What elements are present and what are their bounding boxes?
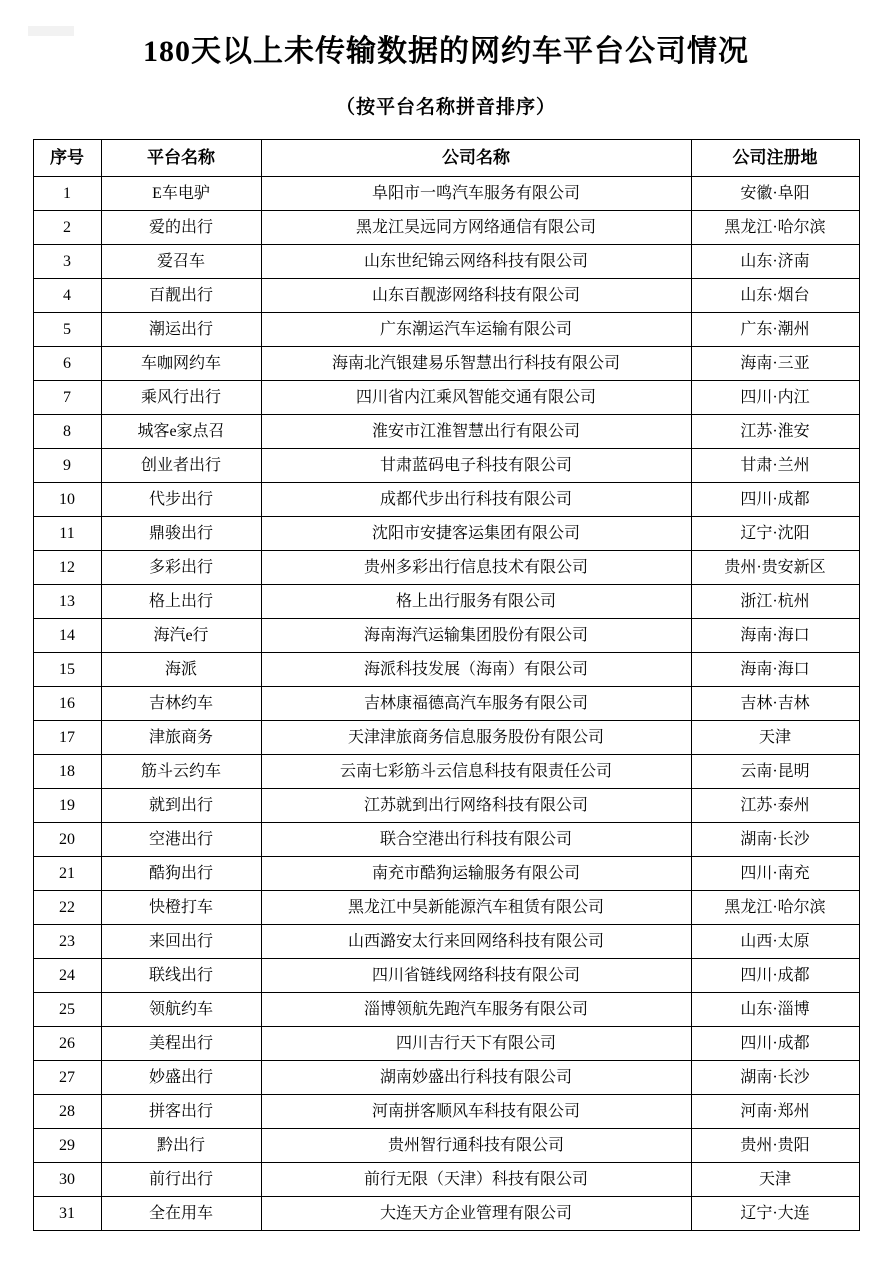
table-row <box>33 381 859 415</box>
row-company: 南充市酷狗运输服务有限公司 <box>261 857 691 891</box>
row-platform: 海汽e行 <box>101 619 261 653</box>
row-registration: 江苏·泰州 <box>691 789 859 823</box>
row-index: 19 <box>33 789 101 823</box>
row-platform: 妙盛出行 <box>101 1061 261 1095</box>
row-registration: 安徽·阜阳 <box>691 177 859 211</box>
row-index: 8 <box>33 415 101 449</box>
row-registration: 吉林·吉林 <box>691 687 859 721</box>
table-row <box>33 891 859 925</box>
row-registration: 辽宁·大连 <box>691 1197 859 1231</box>
row-platform: 吉林约车 <box>101 687 261 721</box>
row-platform: 乘风行出行 <box>101 381 261 415</box>
row-index: 2 <box>33 211 101 245</box>
row-registration: 山西·太原 <box>691 925 859 959</box>
column-header-index: 序号 <box>33 140 101 177</box>
row-registration: 江苏·淮安 <box>691 415 859 449</box>
table-body <box>33 177 859 1231</box>
row-registration: 四川·成都 <box>691 959 859 993</box>
row-company: 黑龙江中昊新能源汽车租赁有限公司 <box>261 891 691 925</box>
row-company: 湖南妙盛出行科技有限公司 <box>261 1061 691 1095</box>
row-platform: 津旅商务 <box>101 721 261 755</box>
table-row <box>33 857 859 891</box>
table-row <box>33 347 859 381</box>
row-registration: 贵州·贵阳 <box>691 1129 859 1163</box>
row-platform: 就到出行 <box>101 789 261 823</box>
row-index: 11 <box>33 517 101 551</box>
table-row <box>33 823 859 857</box>
column-header-platform: 平台名称 <box>101 140 261 177</box>
table-row <box>33 483 859 517</box>
page-subtitle: （按平台名称拼音排序） <box>335 97 556 118</box>
row-company: 山东百靓澎网络科技有限公司 <box>261 279 691 313</box>
row-company: 沈阳市安捷客运集团有限公司 <box>261 517 691 551</box>
row-platform: 美程出行 <box>101 1027 261 1061</box>
row-index: 25 <box>33 993 101 1027</box>
row-company: 云南七彩筋斗云信息科技有限责任公司 <box>261 755 691 789</box>
row-platform: 全在用车 <box>101 1197 261 1231</box>
table-row <box>33 1197 859 1231</box>
table-row <box>33 653 859 687</box>
row-platform: 格上出行 <box>101 585 261 619</box>
page-title: 180天以上未传输数据的网约车平台公司情况 <box>143 35 749 68</box>
row-index: 5 <box>33 313 101 347</box>
table-row <box>33 177 859 211</box>
table-row <box>33 1163 859 1197</box>
table-row <box>33 1129 859 1163</box>
row-registration: 湖南·长沙 <box>691 1061 859 1095</box>
table-row <box>33 551 859 585</box>
row-registration: 四川·成都 <box>691 483 859 517</box>
row-registration: 黑龙江·哈尔滨 <box>691 211 859 245</box>
row-index: 14 <box>33 619 101 653</box>
table-row <box>33 959 859 993</box>
row-registration: 黑龙江·哈尔滨 <box>691 891 859 925</box>
row-company: 山东世纪锦云网络科技有限公司 <box>261 245 691 279</box>
row-index: 30 <box>33 1163 101 1197</box>
row-registration: 湖南·长沙 <box>691 823 859 857</box>
row-company: 甘肃蓝码电子科技有限公司 <box>261 449 691 483</box>
table-row <box>33 415 859 449</box>
row-platform: 拼客出行 <box>101 1095 261 1129</box>
row-index: 17 <box>33 721 101 755</box>
row-company: 四川省内江乘风智能交通有限公司 <box>261 381 691 415</box>
row-registration: 甘肃·兰州 <box>691 449 859 483</box>
row-company: 吉林康福德高汽车服务有限公司 <box>261 687 691 721</box>
row-platform: 爱的出行 <box>101 211 261 245</box>
row-platform: 多彩出行 <box>101 551 261 585</box>
row-index: 26 <box>33 1027 101 1061</box>
row-index: 24 <box>33 959 101 993</box>
row-registration: 山东·烟台 <box>691 279 859 313</box>
row-platform: 海派 <box>101 653 261 687</box>
row-platform: 来回出行 <box>101 925 261 959</box>
table-row <box>33 449 859 483</box>
row-index: 6 <box>33 347 101 381</box>
row-company: 成都代步出行科技有限公司 <box>261 483 691 517</box>
row-platform: 快橙打车 <box>101 891 261 925</box>
row-registration: 云南·昆明 <box>691 755 859 789</box>
row-platform: 创业者出行 <box>101 449 261 483</box>
row-registration: 海南·海口 <box>691 653 859 687</box>
table-row <box>33 1027 859 1061</box>
table-row <box>33 1061 859 1095</box>
row-index: 22 <box>33 891 101 925</box>
row-registration: 四川·成都 <box>691 1027 859 1061</box>
row-company: 江苏就到出行网络科技有限公司 <box>261 789 691 823</box>
row-index: 1 <box>33 177 101 211</box>
row-registration: 天津 <box>691 721 859 755</box>
row-company: 山西潞安太行来回网络科技有限公司 <box>261 925 691 959</box>
table-row <box>33 755 859 789</box>
row-index: 16 <box>33 687 101 721</box>
row-company: 海南海汽运输集团股份有限公司 <box>261 619 691 653</box>
row-platform: 潮运出行 <box>101 313 261 347</box>
row-company: 淄博领航先跑汽车服务有限公司 <box>261 993 691 1027</box>
column-header-company: 公司名称 <box>261 140 691 177</box>
table-row <box>33 993 859 1027</box>
row-index: 29 <box>33 1129 101 1163</box>
row-index: 28 <box>33 1095 101 1129</box>
row-index: 12 <box>33 551 101 585</box>
row-company: 海南北汽银建易乐智慧出行科技有限公司 <box>261 347 691 381</box>
row-platform: 车咖网约车 <box>101 347 261 381</box>
row-index: 13 <box>33 585 101 619</box>
row-company: 四川吉行天下有限公司 <box>261 1027 691 1061</box>
row-registration: 四川·南充 <box>691 857 859 891</box>
row-index: 18 <box>33 755 101 789</box>
table-row <box>33 721 859 755</box>
row-company: 贵州智行通科技有限公司 <box>261 1129 691 1163</box>
row-index: 31 <box>33 1197 101 1231</box>
row-platform: E车电驴 <box>101 177 261 211</box>
platform-table <box>33 139 860 1231</box>
row-registration: 河南·郑州 <box>691 1095 859 1129</box>
row-index: 21 <box>33 857 101 891</box>
table-row <box>33 313 859 347</box>
row-registration: 海南·海口 <box>691 619 859 653</box>
column-header-registration: 公司注册地 <box>691 140 859 177</box>
table-row <box>33 585 859 619</box>
table-row <box>33 245 859 279</box>
row-company: 四川省链线网络科技有限公司 <box>261 959 691 993</box>
row-company: 黑龙江昊远同方网络通信有限公司 <box>261 211 691 245</box>
row-platform: 黔出行 <box>101 1129 261 1163</box>
row-platform: 百靓出行 <box>101 279 261 313</box>
row-platform: 城客e家点召 <box>101 415 261 449</box>
table-row <box>33 925 859 959</box>
row-registration: 浙江·杭州 <box>691 585 859 619</box>
row-registration: 四川·内江 <box>691 381 859 415</box>
row-company: 格上出行服务有限公司 <box>261 585 691 619</box>
row-index: 4 <box>33 279 101 313</box>
row-registration: 山东·济南 <box>691 245 859 279</box>
row-registration: 辽宁·沈阳 <box>691 517 859 551</box>
row-registration: 广东·潮州 <box>691 313 859 347</box>
table-row <box>33 687 859 721</box>
row-index: 15 <box>33 653 101 687</box>
row-index: 9 <box>33 449 101 483</box>
row-platform: 领航约车 <box>101 993 261 1027</box>
table-row <box>33 279 859 313</box>
row-company: 河南拼客顺风车科技有限公司 <box>261 1095 691 1129</box>
row-registration: 天津 <box>691 1163 859 1197</box>
row-index: 27 <box>33 1061 101 1095</box>
row-company: 大连天方企业管理有限公司 <box>261 1197 691 1231</box>
row-platform: 鼎骏出行 <box>101 517 261 551</box>
table-row <box>33 517 859 551</box>
row-index: 7 <box>33 381 101 415</box>
row-platform: 联线出行 <box>101 959 261 993</box>
table-row <box>33 619 859 653</box>
row-registration: 山东·淄博 <box>691 993 859 1027</box>
table-row <box>33 211 859 245</box>
row-company: 淮安市江淮智慧出行有限公司 <box>261 415 691 449</box>
row-platform: 筋斗云约车 <box>101 755 261 789</box>
row-platform: 空港出行 <box>101 823 261 857</box>
row-registration: 贵州·贵安新区 <box>691 551 859 585</box>
row-company: 天津津旅商务信息服务股份有限公司 <box>261 721 691 755</box>
table-row <box>33 1095 859 1129</box>
row-company: 前行无限（天津）科技有限公司 <box>261 1163 691 1197</box>
row-platform: 前行出行 <box>101 1163 261 1197</box>
row-company: 海派科技发展（海南）有限公司 <box>261 653 691 687</box>
row-company: 广东潮运汽车运输有限公司 <box>261 313 691 347</box>
row-platform: 酷狗出行 <box>101 857 261 891</box>
row-index: 10 <box>33 483 101 517</box>
row-company: 阜阳市一鸣汽车服务有限公司 <box>261 177 691 211</box>
row-index: 23 <box>33 925 101 959</box>
row-platform: 代步出行 <box>101 483 261 517</box>
table-row <box>33 789 859 823</box>
row-platform: 爱召车 <box>101 245 261 279</box>
row-index: 20 <box>33 823 101 857</box>
document-page <box>0 26 892 1270</box>
row-company: 联合空港出行科技有限公司 <box>261 823 691 857</box>
row-index: 3 <box>33 245 101 279</box>
row-registration: 海南·三亚 <box>691 347 859 381</box>
corner-mark <box>28 26 74 36</box>
table-header-row <box>33 140 859 177</box>
row-company: 贵州多彩出行信息技术有限公司 <box>261 551 691 585</box>
